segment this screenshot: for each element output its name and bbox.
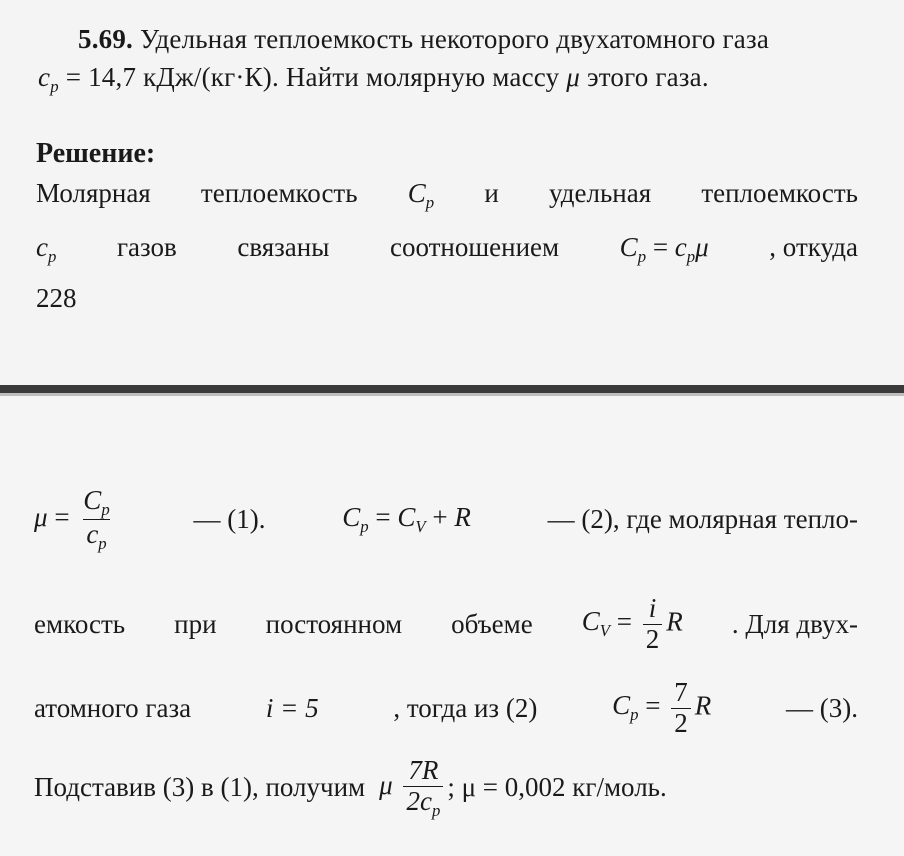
fraction-7R-over-2cp: $\frac{7R}{2c_p}$ <box>403 756 443 820</box>
word: при <box>174 608 217 639</box>
mu-symbol: μ <box>566 62 581 92</box>
formula-line-4 <box>34 756 667 820</box>
problem-text-2: = 14,7 кДж/(кг·К). Найти молярную массу <box>65 62 560 92</box>
word: емкость <box>34 608 126 639</box>
word: и <box>484 178 499 208</box>
formula-Cv: $C_V$ = $\frac{i}{2}$ R <box>581 593 683 654</box>
formula-Cp-7-2-R: $C_p$ = $\frac{7}{2}$ R <box>612 677 712 738</box>
lower-page <box>0 396 904 856</box>
text-atomic-gas: атомного газа <box>34 692 192 723</box>
cp-symbol: $c_p$ <box>36 232 57 266</box>
word: объеме <box>451 608 533 639</box>
problem-number: 5.69. <box>78 24 133 54</box>
i-equals-5: i = 5 <box>265 692 319 723</box>
word: постоянном <box>265 608 403 639</box>
word: удельная <box>548 178 652 208</box>
result-text: ; μ = 0,002 кг/моль. <box>447 772 667 803</box>
solution-line-1 <box>36 178 858 213</box>
solution-heading: Решение: <box>36 138 156 169</box>
word: газов <box>116 232 177 262</box>
formula-mu-7R-2cp: μ $\frac{7R}{2c_p}$ <box>379 756 447 820</box>
word: Молярная <box>36 178 151 208</box>
text-substituting: Подставив (3) в (1), получим <box>34 772 366 803</box>
Cp-symbol: $C_p$ <box>407 178 435 212</box>
page-number: 228 <box>36 283 77 313</box>
cp-symbol: $c_p$ <box>38 62 59 96</box>
eq1-label: — (1). <box>193 504 266 535</box>
formula-line-2 <box>34 594 858 654</box>
word: теплоемкость <box>701 178 858 208</box>
formula-Cp-cp-mu: $C_p = c_p\mu$ <box>619 232 709 266</box>
formula-line-3 <box>34 678 858 738</box>
problem-text-1: Удельная теплоемкость некоторого двухатомного газа <box>139 24 770 54</box>
text-then-from-2: , тогда из (2) <box>393 692 538 723</box>
page-divider <box>0 385 904 393</box>
fraction-Cp-over-cp: $\frac{C_p}{c_p}$ <box>83 485 110 554</box>
formula-line-1 <box>34 486 858 554</box>
problem-statement-line-1 <box>78 24 769 55</box>
mu-fraction: μ = $\frac{C_p}{c_p}$ <box>34 486 117 554</box>
eq2-label: — (2), где молярная тепло- <box>547 504 858 535</box>
word: , откуда <box>769 232 858 262</box>
solution-line-2 <box>36 232 858 267</box>
problem-statement-line-2 <box>38 62 709 97</box>
word: связаны <box>237 232 330 262</box>
word: теплоемкость <box>200 178 358 208</box>
word: . Для двух- <box>731 608 858 639</box>
word: соотношением <box>389 232 560 262</box>
upper-page <box>0 0 904 385</box>
eq3-label: — (3). <box>785 692 858 723</box>
fraction-7-over-2: $\frac{7}{2}$ <box>671 678 691 738</box>
formula-Cp-Cv-R: $C_p = C_V + R$ <box>342 502 471 537</box>
fraction-i-over-2: $\frac{i}{2}$ <box>643 594 663 654</box>
problem-text-3: этого газа. <box>586 62 709 92</box>
